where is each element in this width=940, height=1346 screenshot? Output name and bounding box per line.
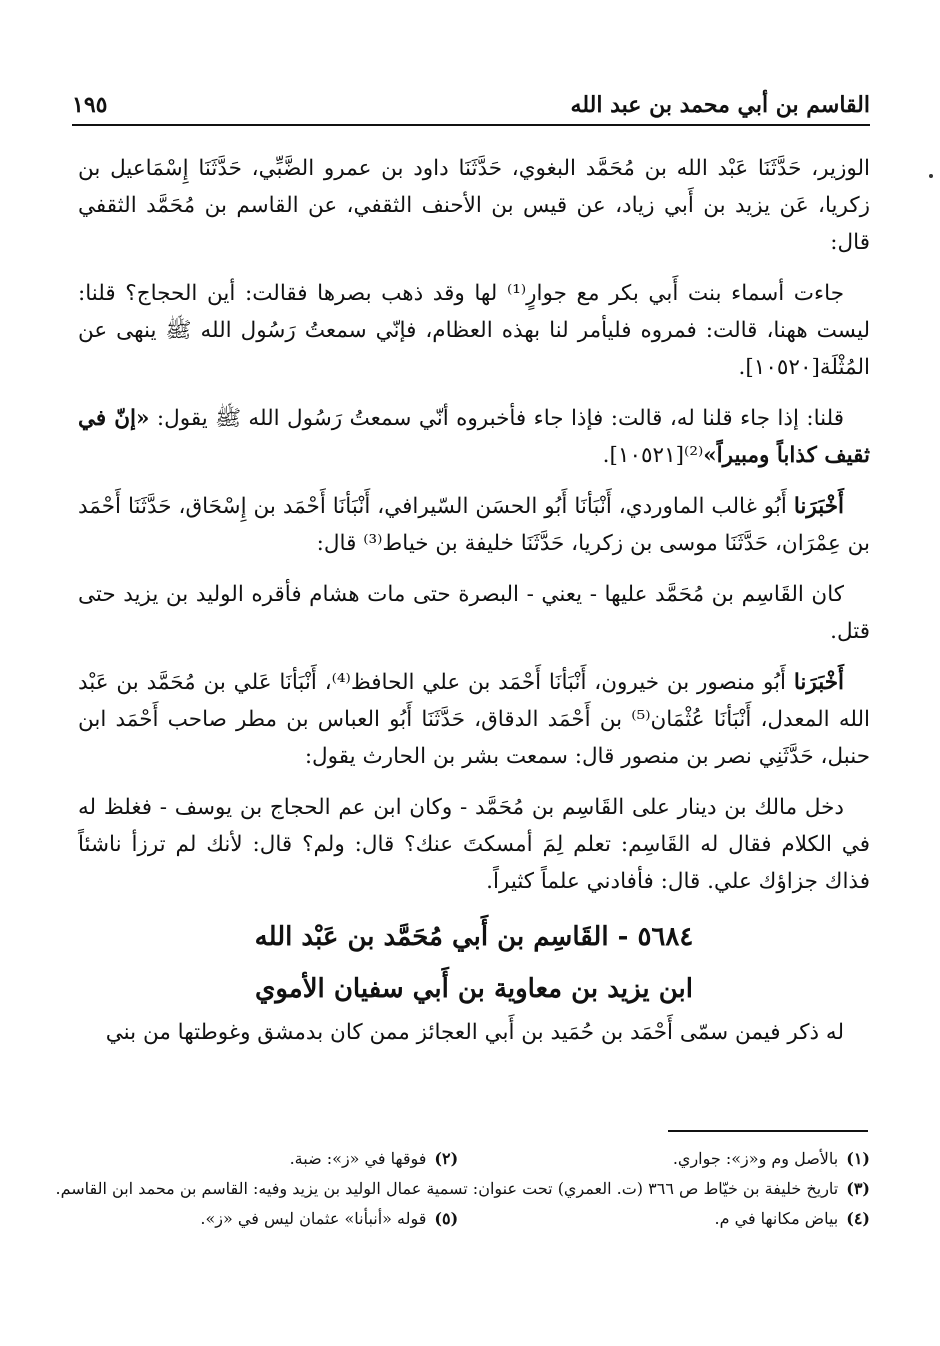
paragraph-1: الوزير، حَدَّثَنَا عَبْد الله بن مُحَمَّد البغوي، حَدَّثَنَا داود بن عمرو الضَّبِّي، حَدَّثَنَا إِسْمَاعيل بن زكريا، عَن يزيد بن أَبي زياد، عن قيس بن الأحنف الثقفي، عن القاسم بن مُحَمَّد الثقفي قال: [78,156,870,255]
footnote-row [78,1144,870,1174]
paragraph-4-text: أَبُو غالب الماوردي، أَنْبَأنَا أَبُو الحسَن السّيرافي، أَنْبَأنَا أَحْمَد بن إِسْحَاق، حَدَّثَنَا أَحْمَد بن عِمْرَان، حَدَّثَنَا موسى بن زكريا، حَدَّثَنَا خليفة بن خياط⁽³⁾ قال: [78,494,870,556]
paragraph-3-ref: ⁽²⁾[١٠٥٢١]. [602,443,704,468]
footnote-2 [290,1144,459,1174]
scan-speck [929,174,933,178]
paragraph-6-text: أَبُو منصور بن خيرون، أَنْبَأنَا أَحْمَد بن علي الحافظ⁽⁴⁾، أَنْبَأنَا عَلي بن مُحَمَّد بن عَبْد الله المعدل، أَنْبَأنَا عُثْمَان⁽⁵⁾ بن أَحْمَد الدقاق، حَدَّثَنَا أَبُو العباس بن مطر صاحب أَحْمَد ابن حنبل، حَدَّثَنِي نصر بن منصور قال: سمعت بشر بن الحارث يقول: [78,670,871,769]
footnote-1 [458,1144,870,1174]
isnad-lead-word: أَخْبَرَنا [793,494,844,519]
footnote-row [78,1204,870,1234]
footnote-number: (٢) [434,1149,459,1168]
page-number: ١٩٥ [72,92,108,118]
page-header [72,84,870,126]
footnote-number: (٣) [846,1179,870,1198]
paragraph-8: له ذكر فيمن سمّى أَحْمَد بن حُمَيد بن أَبي العجائز ممن كان بدمشق وغوطتها من بني [105,1020,844,1045]
main-text [78,150,870,1065]
footnote-text: قوله «أنبأنا» عثمان ليس في «ز». [200,1209,427,1228]
footnote-4 [458,1204,870,1234]
footnote-number: (١) [846,1149,870,1168]
paragraph-5: كان القَاسِم بن مُحَمَّد عليها - يعني - البصرة حتى مات هشام فأقره الوليد بن يزيد حتى قتل. [78,582,870,644]
running-title: القاسم بن أبي محمد بن عبد الله [570,92,870,118]
footnote-text: بالأصل وم و«ز»: جواري. [672,1149,839,1168]
footnote-row [55,1174,870,1204]
footnote-text: بياض مكانها في م. [714,1209,839,1228]
paragraph-6 [78,664,870,775]
paragraph-3 [78,400,870,474]
footnote-3 [56,1174,870,1204]
entry-title-line-1: ٥٦٨٤ - القَاسِم بن أَبي مُحَمَّد بن عَبْد الله [254,922,694,952]
footnote-number: (٥) [434,1209,459,1228]
footnotes [55,1144,870,1234]
footnote-text: تاريخ خليفة بن خيّاط ص ٣٦٦ (ت. العمري) تحت عنوان: تسمية عمال الوليد بن يزيد وفيه: القاسم بن محمد ابن القاسم. [55,1179,839,1198]
footnote-5 [200,1204,458,1234]
paragraph-7: دخل مالك بن دينار على القَاسِم بن مُحَمَّد - وكان ابن عم الحجاج بن يوسف - فغلظ له في الكلام فقال له القَاسِم: تعلم لِمَ أمسكتَ عنك؟ قال: ولم؟ قال: لأنك لم ترزأ ناشئاً فذاك جزاؤك علي. قال: فأفادني علماً كثيراً. [78,795,870,894]
footnote-text: فوقها في «ز»: ضبة. [289,1149,427,1168]
paragraph-4 [78,488,870,562]
footnote-number: (٤) [846,1209,870,1228]
footnote-separator [668,1130,868,1132]
paragraph-3-text: قلنا: إذا جاء قلنا له، قالت: فإذا جاء فأخبروه أنّي سمعتُ رَسُول الله ﷺ يقول: [149,406,844,431]
entry-title-line-2: ابن يزيد بن معاوية بن أَبي سفيان الأموي [255,974,693,1004]
paragraph-2: جاءت أسماء بنت أَبي بكر مع جوارٍ⁽¹⁾ لها وقد ذهب بصرها فقالت: أين الحجاج؟ قلنا: ليست ههنا، قالت: فمروه فليأمر لنا بهذه العظام، فإنّي سمعتُ رَسُول الله ﷺ ينهى عن المُثْلَة[١٠٥٢٠]. [78,281,870,380]
hadith-quote: «إنّ في ثقيف كذاباً ومبيراً» [78,406,870,468]
isnad-lead-word: أَخْبَرَنا [793,670,844,695]
